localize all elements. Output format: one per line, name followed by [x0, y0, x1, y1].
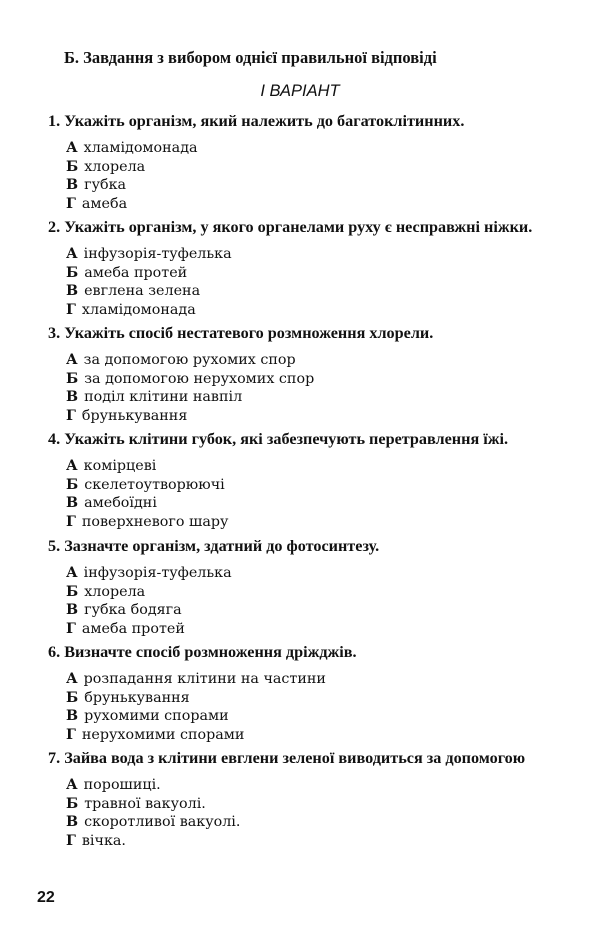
question-text: 3. Укажіть спосіб нестатевого розмноження хлорели. — [48, 324, 434, 342]
option-letter: В — [66, 814, 79, 830]
option-letter: В — [66, 708, 79, 724]
question-7 — [48, 748, 588, 850]
answer-option — [66, 476, 588, 495]
option-text: нерухомими спорами — [81, 726, 245, 743]
question-text: 6. Визначте спосіб розмноження дріжджів. — [48, 643, 357, 661]
question-6 — [48, 642, 588, 744]
question-1 — [48, 111, 588, 213]
option-text: губка бодяга — [84, 602, 182, 618]
option-letter: А — [66, 352, 78, 368]
option-letter: Б — [66, 689, 79, 706]
answer-option — [66, 282, 588, 301]
option-letter: Г — [66, 407, 76, 424]
answer-option — [66, 776, 588, 795]
question-4 — [48, 429, 588, 531]
option-text: евглена зелена — [84, 283, 201, 299]
answer-option — [66, 601, 588, 620]
answer-option — [66, 139, 588, 158]
question-5 — [48, 536, 588, 638]
answer-option — [66, 264, 588, 283]
option-letter: Г — [66, 513, 76, 530]
answer-option — [66, 726, 588, 745]
option-text: брунькування — [81, 407, 188, 424]
option-text: поділ клітини навпіл — [84, 389, 243, 405]
variant-heading: I ВАРІАНТ — [260, 82, 340, 100]
option-text: амеба протей — [81, 620, 185, 637]
option-text: хлорела — [84, 583, 146, 600]
option-text: хлорела — [84, 158, 146, 175]
option-text: розпадання клітини на частини — [83, 671, 326, 687]
option-letter: Г — [66, 726, 76, 743]
answer-options — [66, 351, 588, 425]
answer-option — [66, 351, 588, 370]
option-text: травної вакуолі. — [84, 795, 206, 812]
option-letter: Б — [66, 370, 79, 387]
option-letter: А — [66, 140, 78, 156]
answer-options — [66, 457, 588, 531]
answer-option — [66, 795, 588, 814]
option-letter: А — [66, 458, 78, 474]
option-letter: Б — [66, 795, 79, 812]
option-text: хламідомонада — [81, 301, 196, 318]
option-text: брунькування — [84, 689, 190, 706]
answer-option — [66, 813, 588, 832]
option-text: губка — [84, 177, 127, 193]
option-text: вічка. — [81, 832, 126, 849]
option-letter: Г — [66, 301, 76, 318]
option-text: поверхневого шару — [81, 513, 229, 530]
answer-option — [66, 388, 588, 407]
option-letter: Б — [66, 476, 79, 493]
answer-option — [66, 583, 588, 602]
answer-option — [66, 670, 588, 689]
option-letter: А — [66, 565, 78, 581]
answer-option — [66, 301, 588, 320]
option-text: амеба протей — [84, 264, 188, 281]
question-2 — [48, 217, 588, 319]
answer-option — [66, 832, 588, 851]
answer-option — [66, 513, 588, 532]
answer-option — [66, 176, 588, 195]
option-text: скелетоутворюючі — [84, 476, 225, 493]
option-letter: Б — [66, 264, 79, 281]
question-text: 2. Укажіть організм, у якого органелами руху є несправжні ніжки. — [48, 218, 533, 236]
answer-option — [66, 195, 588, 214]
option-text: за допомогою рухомих спор — [83, 352, 296, 368]
section-title: Б. Завдання з вибором однієї правильної відповіді — [64, 48, 437, 67]
option-letter: Б — [66, 583, 79, 600]
question-text: 7. Зайва вода з клітини евглени зеленої виводиться за допомогою — [48, 749, 526, 767]
answer-options — [66, 139, 588, 213]
option-letter: А — [66, 777, 78, 793]
option-text: хламідомонада — [83, 140, 198, 156]
answer-options — [66, 776, 588, 850]
option-text: рухомими спорами — [84, 708, 229, 724]
option-text: амебоїдні — [84, 495, 157, 511]
option-letter: В — [66, 389, 79, 405]
answer-option — [66, 620, 588, 639]
answer-option — [66, 370, 588, 389]
answer-option — [66, 689, 588, 708]
question-text: 5. Зазначте організм, здатний до фотосинтезу. — [48, 537, 380, 555]
answer-options — [66, 564, 588, 638]
answer-option — [66, 457, 588, 476]
option-letter: В — [66, 495, 79, 511]
question-text: 4. Укажіть клітини губок, які забезпечують перетравлення їжі. — [48, 430, 509, 448]
answer-option — [66, 707, 588, 726]
question-text: 1. Укажіть організм, який належить до багатоклітинних. — [48, 112, 465, 130]
option-letter: А — [66, 246, 78, 262]
answer-option — [66, 158, 588, 177]
answer-option — [66, 564, 588, 583]
option-letter: Г — [66, 195, 76, 212]
answer-option — [66, 407, 588, 426]
answer-option — [66, 245, 588, 264]
option-letter: А — [66, 671, 78, 687]
option-text: інфузорія-туфелька — [83, 565, 232, 581]
option-text: порошиці. — [83, 777, 161, 793]
answer-options — [66, 245, 588, 319]
option-text: інфузорія-туфелька — [83, 246, 232, 262]
option-text: скоротливої вакуолі. — [84, 814, 241, 830]
option-letter: В — [66, 177, 79, 193]
page-number: 22 — [37, 889, 55, 906]
option-text: амеба — [81, 195, 128, 212]
option-letter: В — [66, 283, 79, 299]
option-letter: Г — [66, 832, 76, 849]
option-letter: В — [66, 602, 79, 618]
question-3 — [48, 323, 588, 425]
answer-option — [66, 494, 588, 513]
option-letter: Г — [66, 620, 76, 637]
answer-options — [66, 670, 588, 744]
option-text: за допомогою нерухомих спор — [84, 370, 315, 387]
option-letter: Б — [66, 158, 79, 175]
option-text: комірцеві — [83, 458, 157, 474]
